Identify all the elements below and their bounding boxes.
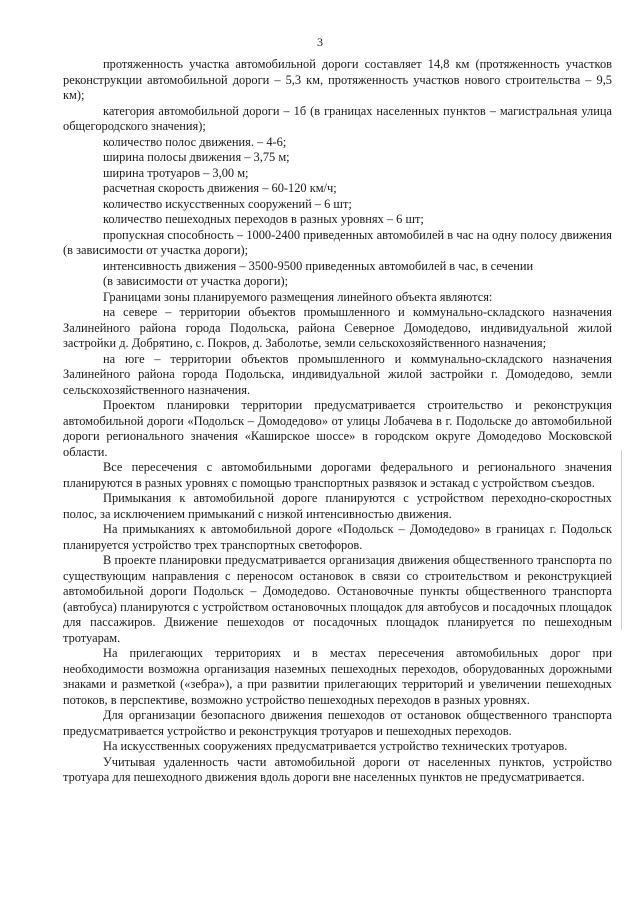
paragraph-north: на севере – территории объектов промышленного и коммунально-складского назначения Залинейного района города Подольска, района Северное Домодедово, индивидуальной жилой застройки д. Добрятино, с. Покров, д. Заболотье, земли сельскохозяйственного назначения; (63, 305, 612, 350)
paragraph-design-speed: расчетная скорость движения – 60-120 км/ч; (103, 181, 337, 195)
paragraph-planning-project: Проектом планировки территории предусматривается строительство и реконструкция автомобильной дороги «Подольск – Домодедово» от улицы Лобачева в г. Подольске до автомобильной дороги регионального значения «Каширское шоссе» в городском округе Домодедово Московской области. (63, 398, 612, 459)
paragraph-crossings: количество пешеходных переходов в разных уровнях – 6 шт; (103, 212, 424, 226)
paragraph-intensity: интенсивность движения – 3500-9500 приведенных автомобилей в час, в сечении (103, 258, 534, 273)
page-number: 3 (317, 35, 323, 49)
paragraph-capacity: пропускная способность – 1000-2400 приведенных автомобилей в час на одну полосу движения (в зависимости от участка дороги); (63, 227, 612, 257)
paragraph-structures: количество искусственных сооружений – 6 шт; (103, 196, 352, 211)
paragraph-road-length: протяженность участка автомобильной дороги составляет 14,8 км (протяженность участков реконструкции автомобильной дороги – 5,3 км, протяженность участков нового строительства – 9,5 км); (63, 57, 612, 102)
scan-edge-line (621, 450, 622, 630)
paragraph-road-category: категория автомобильной дороги – 1б (в границах населенных пунктов – магистральная улица общегородского значения); (63, 103, 612, 133)
paragraph-sidewalk-width: ширина тротуаров – 3,00 м; (103, 165, 249, 180)
paragraph-pedestrian-safety: Для организации безопасного движения пешеходов от остановок общественного транспорта предусматривается устройство и реконструкция тротуаров и пешеходных переходов. (63, 708, 612, 738)
paragraph-intensity-note: (в зависимости от участка дороги); (103, 274, 289, 288)
paragraph-zone-boundaries: Границами зоны планируемого размещения линейного объекта являются: (103, 289, 493, 304)
document-body (63, 57, 612, 786)
paragraph-south: на юге – территории объектов промышленного и коммунально-складского назначения Залинейного района города Подольска, индивидуальной жилой застройки г. Домодедово, земли сельскохозяйственного назначения. (63, 351, 612, 397)
paragraph-lanes: количество полос движения. – 4-6; (103, 134, 287, 149)
paragraph-intersections: Все пересечения с автомобильными дорогами федерального и регионального значения планируются в разных уровнях с помощью транспортных развязок и эстакад с устройством съездов. (63, 460, 612, 490)
paragraph-junctions: Примыкания к автомобильной дороге планируются с устройством переходно-скоростных полос, за исключением примыканий с низкой интенсивностью движения. (63, 491, 612, 521)
paragraph-adjacent-areas: На прилегающих территориях и в местах пересечения автомобильных дорог при необходимости возможна организация наземных пешеходных переходов, оборудованных дорожными знаками и разметкой («зебра»), а при развитии прилегающих территорий и увеличении пешеходных потоков, в перспективе, возможно устройство пешеходных переходов в разных уровнях. (63, 646, 612, 707)
paragraph-technical-sidewalks: На искусственных сооружениях предусматривается устройство технических тротуаров. (103, 739, 568, 753)
paragraph-traffic-lights: На примыканиях к автомобильной дороге «Подольск – Домодедово» в границах г. Подольск планируется устройство трех транспортных светофоров. (63, 522, 612, 552)
paragraph-lane-width: ширина полосы движения – 3,75 м; (103, 150, 290, 164)
paragraph-remoteness: Учитывая удаленность части автомобильной дороги от населенных пунктов, устройство тротуара для пешеходного движения вдоль дороги вне населенных пунктов не предусматривается. (63, 754, 612, 784)
paragraph-public-transport: В проекте планировки предусматривается организация движения общественного транспорта по существующим направления с переносом остановок в связи со строительством и реконструкцией автомобильной дороги Подольск – Домодедово. Остановочные пункты общественного транспорта (автобуса) планируются с устройством остановочных площадок для автобусов и посадочных площадок для пассажиров. Движение пешеходов от посадочных площадок планируется по пешеходным тротуарам. (63, 553, 612, 645)
